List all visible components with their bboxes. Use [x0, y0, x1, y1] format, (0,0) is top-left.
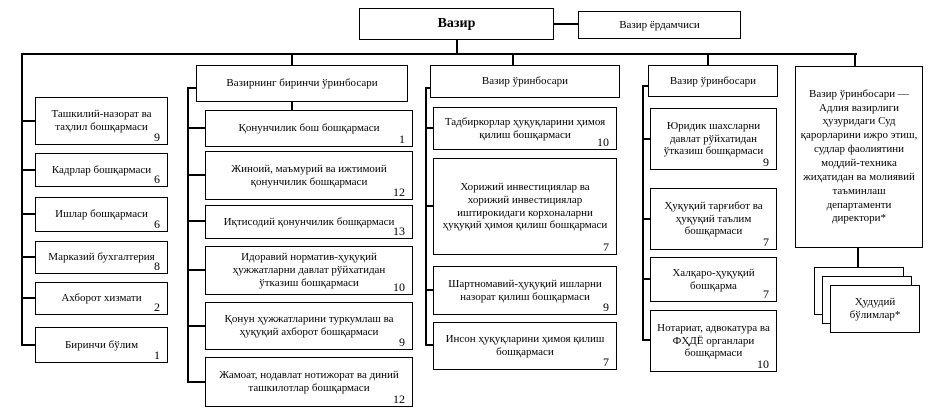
staff-count: 13: [393, 223, 405, 238]
connector-minister-assistant: [554, 23, 578, 25]
org-box: [35, 153, 168, 187]
staff-count: 12: [393, 184, 405, 199]
deputy-header: [648, 65, 778, 97]
org-box-title: Ахборот хизмати: [61, 292, 142, 305]
connector-branch: [642, 218, 650, 220]
staff-count: 12: [393, 391, 405, 406]
minister-box: [359, 8, 554, 40]
staff-count: 9: [399, 334, 405, 349]
org-box-title: Биринчи бўлим: [64, 338, 139, 351]
first-deputy-header: [196, 65, 408, 102]
staff-count: 2: [154, 299, 160, 314]
connector-header-drop: [291, 102, 293, 110]
org-box: [650, 188, 777, 250]
org-box: [650, 257, 777, 302]
staff-count: 9: [763, 154, 769, 169]
territorial-divisions-label: Ҳудудий бўлимлар*: [849, 296, 901, 321]
minister-assistant-box: [578, 11, 741, 39]
org-box: [650, 108, 777, 170]
connector-branch: [21, 256, 35, 258]
org-box-title: Кадрлар бошқармаси: [51, 163, 152, 176]
staff-count: 10: [597, 134, 609, 149]
deputy-department-director-header: [795, 66, 923, 248]
org-box: [205, 151, 413, 200]
connector-branch: [21, 297, 35, 299]
connector-branch: [187, 269, 205, 271]
minister-label: Вазир: [437, 15, 476, 31]
header-label: Вазир ўринбосари: [669, 74, 757, 87]
org-box-title: Ҳуқуқий тарғибот ва ҳуқуқий таълим бошқармаси: [664, 199, 763, 238]
org-box: [433, 266, 617, 315]
deputy-header: [430, 65, 620, 98]
connector-spine-col3: [425, 87, 427, 346]
connector-spine-col2: [187, 87, 189, 383]
org-box-title: Халқаро-ҳуқуқий бошқарма: [672, 266, 755, 292]
connector-branch: [425, 205, 433, 207]
connector-branch: [642, 138, 650, 140]
org-box-title: Шартномавий-ҳуқуқий ишларни назорат қилиш бошқармаси: [448, 277, 602, 303]
org-box: [205, 205, 413, 239]
org-box-title: Ишлар бошқармаси: [55, 208, 148, 221]
connector-branch: [642, 278, 650, 280]
org-box-title: Идоравий норматив-ҳуқуқий ҳужжатларни давлат рўйхатидан ўтказиш бошқармаси: [232, 251, 386, 289]
org-box: [650, 310, 777, 372]
org-box: [433, 158, 617, 255]
connector-branch: [21, 120, 35, 122]
org-box-title: Иқтисодий қонунчилик бошқармаси: [223, 215, 395, 228]
org-box: [35, 197, 168, 232]
org-box: [35, 282, 168, 315]
org-box: [205, 357, 413, 407]
staff-count: 7: [763, 286, 769, 301]
org-box-title: Юридик шахсларни давлат рўйхатидан ўтказиш бошқармаси: [663, 119, 764, 158]
connector-branch: [642, 339, 650, 341]
org-box: [205, 110, 413, 147]
connector-spine-col1: [21, 53, 23, 346]
org-box-title: Қонун ҳужжатларини туркумлаш ва ҳуқуқий ахборот бошқармаси: [224, 313, 394, 338]
staff-count: 9: [603, 299, 609, 314]
org-box-title: Тадбиркорлар ҳуқуқларини ҳимоя қилиш бошқармаси: [444, 115, 606, 141]
staff-count: 8: [154, 258, 160, 273]
org-box-title: Жиноий, маъмурий ва ижтимоий қонунчилик бошқармаси: [231, 162, 387, 188]
org-box-title: Хорижий инвестициялар ва хорижий инвестициялар иштирокидаги корхоналарни ҳуқуқий ҳимоя қилиш бошқармаси: [442, 180, 608, 232]
connector-branch: [21, 344, 35, 346]
territorial-divisions-box: [830, 285, 920, 333]
staff-count: 7: [603, 239, 609, 254]
org-box-title: Қонунчилик бош бошқармаси: [238, 122, 380, 135]
org-box-title: Нотариат, адвокатура ва ФҲДЁ органлари бошқармаси: [657, 321, 770, 360]
connector-branch: [187, 325, 205, 327]
connector-rail: [21, 53, 857, 55]
org-box: [35, 327, 168, 363]
header-label: Вазирнинг биринчи ўринбосари: [226, 77, 378, 90]
connector-branch: [187, 174, 205, 176]
staff-count: 6: [154, 171, 160, 186]
org-box: [35, 97, 168, 145]
staff-count: 6: [154, 216, 160, 231]
org-box: [205, 246, 413, 295]
connector-branch: [187, 381, 205, 383]
minister-assistant-label: Вазир ёрдамчиси: [619, 18, 700, 31]
staff-count: 10: [393, 279, 405, 294]
connector-branch: [187, 220, 205, 222]
staff-count: 7: [603, 354, 609, 369]
org-box: [433, 107, 617, 150]
connector-branch: [21, 169, 35, 171]
staff-count: 1: [154, 347, 160, 362]
connector-minister-drop: [456, 40, 458, 54]
connector-branch: [425, 344, 433, 346]
connector-branch: [21, 213, 35, 215]
connector-branch: [425, 289, 433, 291]
connector-branch: [425, 127, 433, 129]
connector-header-drop: [857, 248, 859, 267]
org-box-title: Инсон ҳуқуқларини ҳимоя қилиш бошқармаси: [445, 333, 605, 358]
org-box: [35, 241, 168, 274]
header-label: Вазир ўринбосари — Адлия вазирлиги ҳузуридаги Суд қарорларини ижро этиш, судлар фаолиятини моддий-техника жиҳатидан ва молиявий таъминлаш департаменти директори*: [800, 87, 918, 225]
org-box-title: Жамоат, нодавлат нотижорат ва диний ташкилотлар бошқармаси: [219, 369, 399, 394]
connector-branch: [187, 127, 205, 129]
staff-count: 9: [154, 129, 160, 144]
org-box: [205, 302, 413, 350]
org-box-title: Ташкилий-назорат ва таҳлил бошқармаси: [51, 108, 152, 133]
org-box-title: Марказий бухгалтерия: [48, 251, 155, 264]
org-box: [433, 322, 617, 370]
header-label: Вазир ўринбосари: [481, 75, 569, 88]
staff-count: 1: [399, 131, 405, 146]
staff-count: 10: [757, 356, 769, 371]
staff-count: 7: [763, 234, 769, 249]
connector-spine-col4: [642, 85, 644, 341]
